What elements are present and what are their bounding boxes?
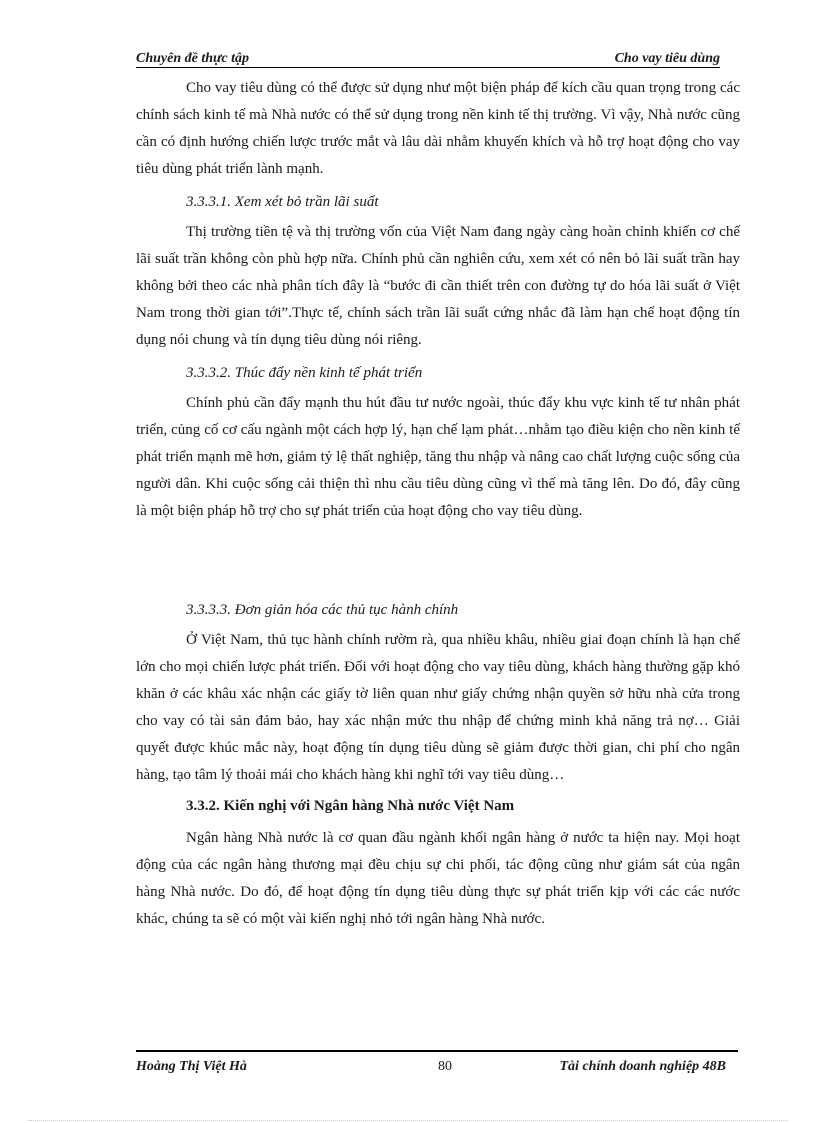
subsection-paragraph-3: Ở Việt Nam, thủ tục hành chính rườm rà, qua nhiều khâu, nhiều giai đoạn chính là hạn chế lớn cho mọi chiến lược phát triển. Đối với hoạt động cho vay tiêu dùng, khách hàng thường gặp khó khăn ở các khâu xác nhận các giấy tờ liên quan như giấy chứng nhận quyền sở hữu nhà cửa trong cho vay có tài sản đảm bảo, hay xác nhận mức thu nhập để chứng minh khả năng trả nợ… Giải quyết được khúc mắc này, hoạt động tín dụng tiêu dùng sẽ giảm được thời gian, chi phí cho ngân hàng, tạo tâm lý thoải mái cho khách hàng khi nghĩ tới vay tiêu dùng… [136,632,740,783]
subsection-title-2: 3.3.3.2. Thúc đẩy nền kinh tế phát triển [186,365,423,381]
subsection-title-1: 3.3.3.1. Xem xét bỏ trần lãi suất [186,194,379,210]
page-content [136,75,740,933]
header-left-title: Chuyên đề thực tập [136,51,250,66]
subsection-title-3: 3.3.3.3. Đơn giản hóa các thủ tục hành chính [186,602,459,618]
intro-paragraph: Cho vay tiêu dùng có thể được sử dụng như một biện pháp để kích cầu quan trọng trong các chính sách kinh tế mà Nhà nước có thể sử dụng trong nền kinh tế thị trường. Vì vậy, Nhà nước cũng cần có định hướng chiến lược trước mắt và lâu dài nhằm khuyến khích và hỗ trợ hoạt động cho vay tiêu dùng phát triển lành mạnh. [136,80,740,177]
subsection-paragraph-2: Chính phủ cần đẩy mạnh thu hút đầu tư nước ngoài, thúc đẩy khu vực kinh tế tư nhân phát triển, củng cố cơ cấu ngành một cách hợp lý, hạn chế lạm phát…nhằm tạo điều kiện cho nền kinh tế phát triển mạnh mẽ hơn, giảm tỷ lệ thất nghiệp, tăng thu nhập và nâng cao chất lượng cuộc sống của người dân. Khi cuộc sống cải thiện thì nhu cầu tiêu dùng cũng vì thế mà tăng lên. Do đó, đây cũng là một biện pháp hỗ trợ cho sự phát triển của hoạt động cho vay tiêu dùng. [136,395,740,519]
section-heading: 3.3.2. Kiến nghị với Ngân hàng Nhà nước Việt Nam [186,798,515,814]
page-number: 80 [438,1059,452,1074]
subsection-paragraph-1: Thị trường tiền tệ và thị trường vốn của Việt Nam đang ngày càng hoàn chỉnh khiến cơ chế lãi suất trần không còn phù hợp nữa. Chính phủ cần nghiên cứu, xem xét có nên bỏ lãi suất trần hay không bởi theo các nhà phân tích đây là “bước đi cần thiết trên con đường tự do hóa lãi suất ở Việt Nam trong thời gian tới”.Thực tế, chính sách trần lãi suất cứng nhắc đã làm hạn chế hoạt động tín dụng nói chung và tín dụng tiêu dùng nói riêng. [136,224,740,348]
footer-department: Tài chính doanh nghiệp 48B [559,1059,726,1074]
page-boundary-line [28,1120,788,1121]
blank-space [136,525,740,591]
section-paragraph: Ngân hàng Nhà nước là cơ quan đầu ngành khối ngân hàng ở nước ta hiện nay. Mọi hoạt động của các ngân hàng thương mại đều chịu sự chi phối, tác động cũng như giám sát của ngân hàng Nhà nước. Do đó, để hoạt động tín dụng tiêu dùng thực sự phát triển kịp với các các nước khác, chúng ta sẽ có một vài kiến nghị nhỏ tới ngân hàng Nhà nước. [136,830,740,927]
footer-author: Hoàng Thị Việt Hà [136,1059,247,1074]
footer-rule [136,1050,738,1052]
page-header [136,50,720,68]
header-right-title: Cho vay tiêu dùng [614,51,720,66]
